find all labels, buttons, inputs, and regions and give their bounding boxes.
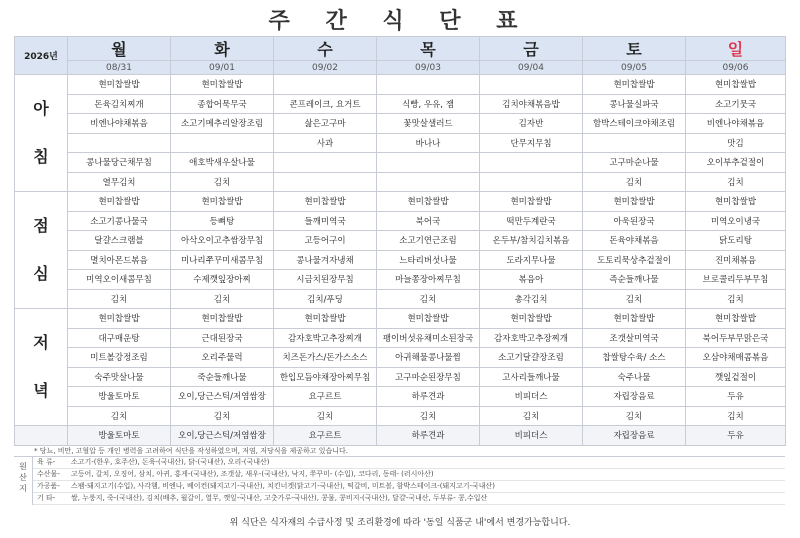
year-label: 2026년	[15, 37, 68, 75]
day-name: 금	[480, 37, 583, 61]
menu-cell: 김치	[377, 406, 480, 426]
day-name: 목	[377, 37, 480, 61]
menu-cell: 현미찹쌀밥	[68, 75, 171, 95]
menu-row	[15, 94, 786, 114]
menu-cell	[480, 172, 583, 192]
menu-cell: 김자반	[480, 114, 583, 134]
menu-cell: 현미찹쌀밥	[686, 192, 786, 212]
menu-cell: 하루견과	[377, 387, 480, 407]
menu-cell: 미트볼강정조림	[68, 348, 171, 368]
menu-cell: 고구마순나물	[583, 153, 686, 173]
menu-cell: 두유	[686, 387, 786, 407]
menu-cell: 방울토마토	[68, 387, 171, 407]
menu-cell: 현미찹쌀밥	[171, 75, 274, 95]
menu-cell: 깻잎겉절이	[686, 367, 786, 387]
menu-cell: 숙주맛살나물	[68, 367, 171, 387]
menu-cell: 요구르트	[274, 387, 377, 407]
menu-cell: 현미찹쌀밥	[377, 192, 480, 212]
menu-row	[15, 172, 786, 192]
menu-cell: 김치	[171, 172, 274, 192]
origin-category: 가공품-	[37, 482, 60, 490]
menu-cell: 멸치아몬드볶음	[68, 250, 171, 270]
menu-cell: 소고기콩나물국	[68, 211, 171, 231]
menu-cell: 소고기연근조림	[377, 231, 480, 251]
menu-cell: 현미찹쌀밥	[583, 192, 686, 212]
menu-row	[15, 114, 786, 134]
menu-cell: 등뼈탕	[171, 211, 274, 231]
day-name: 월	[68, 37, 171, 61]
origin-row	[33, 481, 785, 493]
menu-cell: 총각김치	[480, 289, 583, 309]
menu-row	[15, 348, 786, 368]
menu-cell: 단무지무침	[480, 133, 583, 153]
menu-cell	[583, 133, 686, 153]
menu-cell	[377, 172, 480, 192]
menu-cell: 현미찹쌀밥	[171, 192, 274, 212]
menu-cell: 현미찹쌀밥	[274, 192, 377, 212]
menu-cell: 고구마순된장무침	[377, 367, 480, 387]
menu-cell: 마늘쫑장아찌무침	[377, 270, 480, 290]
day-date: 09/02	[274, 61, 377, 75]
menu-cell: 북어국	[377, 211, 480, 231]
menu-cell: 김치	[686, 406, 786, 426]
menu-cell: 감자호박고추장찌개	[480, 328, 583, 348]
menu-cell	[480, 75, 583, 95]
menu-cell: 꽃맛살샐러드	[377, 114, 480, 134]
origin-category: 육 류-	[37, 458, 56, 466]
menu-cell: 브로콜리두부무침	[686, 270, 786, 290]
weekly-menu-table	[14, 36, 786, 446]
menu-cell: 닭도리탕	[686, 231, 786, 251]
menu-cell: 소고기달걀장조림	[480, 348, 583, 368]
menu-cell: 현미찹쌀밥	[480, 192, 583, 212]
menu-row	[15, 250, 786, 270]
menu-cell: 콘프레이크, 요거트	[274, 94, 377, 114]
menu-cell	[377, 75, 480, 95]
menu-row	[15, 231, 786, 251]
origin-row	[33, 457, 785, 469]
menu-row	[15, 387, 786, 407]
menu-cell: 맛김	[686, 133, 786, 153]
day-name: 화	[171, 37, 274, 61]
menu-cell: 오이부추겉절이	[686, 153, 786, 173]
page-title: 주 간 식 단 표	[268, 9, 532, 34]
origin-detail: 소고기-(한우, 호주산), 돈육-(국내산), 닭-(국내산), 오리-(국내산)	[71, 458, 270, 466]
day-date: 09/06	[686, 61, 786, 75]
menu-cell: 현미찹쌀밥	[377, 309, 480, 329]
menu-cell: 식빵, 우유, 잼	[377, 94, 480, 114]
extra-cell: 요구르트	[274, 426, 377, 446]
menu-cell: 대구매운탕	[68, 328, 171, 348]
menu-cell: 찹쌀탕수육/ 소스	[583, 348, 686, 368]
menu-cell: 김치	[68, 406, 171, 426]
day-date: 08/31	[68, 61, 171, 75]
menu-cell: 미역오이냉국	[686, 211, 786, 231]
footer	[14, 446, 785, 505]
menu-cell: 온두부/참치김치볶음	[480, 231, 583, 251]
menu-cell: 현미찹쌀밥	[480, 309, 583, 329]
menu-row	[15, 328, 786, 348]
menu-cell: 비엔나야채볶음	[686, 114, 786, 134]
menu-cell: 고등어구이	[274, 231, 377, 251]
menu-cell: 김치	[583, 406, 686, 426]
extra-row	[15, 426, 786, 446]
origin-row	[33, 493, 785, 505]
menu-cell: 김치/푸딩	[274, 289, 377, 309]
menu-cell: 조갯살미역국	[583, 328, 686, 348]
menu-cell: 삶은고구마	[274, 114, 377, 134]
extra-cell: 자립장음료	[583, 426, 686, 446]
diet-note: * 당뇨, 비만, 고혈압 등 개인 병력을 고려하여 식단을 작성하였으며, 저염, 저당식을 제공하고 있습니다.	[34, 447, 349, 455]
menu-cell: 소고기뭇국	[686, 94, 786, 114]
extra-cell: 비피더스	[480, 426, 583, 446]
menu-cell: 현미찹쌀밥	[583, 309, 686, 329]
menu-row	[15, 289, 786, 309]
menu-cell: 아욱된장국	[583, 211, 686, 231]
menu-cell: 현미찹쌀밥	[68, 192, 171, 212]
menu-cell: 콩나물겨자냉채	[274, 250, 377, 270]
menu-cell: 현미찹쌀밥	[68, 309, 171, 329]
menu-cell: 오이,당근스틱/저염쌈장	[171, 387, 274, 407]
menu-cell: 한입모듬야채장아찌무침	[274, 367, 377, 387]
menu-cell: 도라지무나물	[480, 250, 583, 270]
menu-cell: 떡만두계란국	[480, 211, 583, 231]
menu-cell: 애호박새우살나물	[171, 153, 274, 173]
day-date: 09/04	[480, 61, 583, 75]
menu-cell: 김치야채볶음밥	[480, 94, 583, 114]
meal-label: 저 녁	[15, 309, 68, 426]
menu-cell: 김치	[686, 289, 786, 309]
menu-row	[15, 75, 786, 95]
menu-cell: 김치	[171, 406, 274, 426]
menu-cell	[480, 153, 583, 173]
meal-label: 점 심	[15, 192, 68, 309]
menu-cell: 감자호박고추장찌개	[274, 328, 377, 348]
extra-cell: 오이,당근스틱/저염쌈장	[171, 426, 274, 446]
menu-cell	[171, 133, 274, 153]
menu-cell: 수제깻잎장아찌	[171, 270, 274, 290]
menu-cell	[274, 75, 377, 95]
menu-row	[15, 367, 786, 387]
menu-cell: 즉순들깨나물	[583, 270, 686, 290]
extra-cell: 두유	[686, 426, 786, 446]
menu-cell: 종합어묵무국	[171, 94, 274, 114]
origin-category: 수산물-	[37, 470, 60, 478]
menu-cell: 콩나물당근채무침	[68, 153, 171, 173]
menu-cell: 볶음아	[480, 270, 583, 290]
day-date: 09/01	[171, 61, 274, 75]
menu-cell: 사과	[274, 133, 377, 153]
origin-detail: 고등어, 갈치, 오징어, 삼치, 아귀, 홍게-(국내산), 조갯살, 새우-(국내산), 낙지, 쭈꾸미- (수입), 코다리, 동태- (러시아산)	[71, 470, 434, 478]
menu-cell: 김치	[480, 406, 583, 426]
menu-cell: 김치	[377, 289, 480, 309]
menu-row	[15, 133, 786, 153]
extra-cell: 방울토마토	[68, 426, 171, 446]
menu-cell: 돈육야채볶음	[583, 231, 686, 251]
menu-cell: 도토리묵상추겉절이	[583, 250, 686, 270]
menu-cell: 진미채볶음	[686, 250, 786, 270]
menu-cell: 비엔나야채볶음	[68, 114, 171, 134]
day-name: 토	[583, 37, 686, 61]
menu-cell: 열무김치	[68, 172, 171, 192]
menu-cell	[274, 153, 377, 173]
menu-cell: 아삭오이고추쌈장무침	[171, 231, 274, 251]
origin-detail: 쌀, 누룽지, 죽-(국내산), 김치(배추, 월갈이, 열무, 깻잎-국내산, 고춧가루-국내산), 콩물, 콩비지-(국내산), 달걀-국내산, 두부류- 콩,수입산	[71, 494, 488, 502]
menu-cell: 현미찹쌀밥	[686, 75, 786, 95]
menu-cell: 숙주나물	[583, 367, 686, 387]
meal-label: 아 침	[15, 75, 68, 192]
menu-cell: 치즈돈가스/돈가스소스	[274, 348, 377, 368]
menu-cell: 미나리쭈꾸미새콤무침	[171, 250, 274, 270]
origin-detail: 스팸-돼지고기(수입), 사각햄, 비엔나, 베이컨(돼지고기-국내산), 치킨너겟(닭고기-국내산), 떡갈비, 미트볼, 함박스테이크-(돼지고기-국내산)	[71, 482, 496, 490]
origin-category: 기 타-	[37, 494, 56, 502]
menu-cell: 바나나	[377, 133, 480, 153]
origin-row	[33, 469, 785, 481]
menu-cell: 현미찹쌀밥	[171, 309, 274, 329]
menu-cell: 고사리들깨나물	[480, 367, 583, 387]
origin-table	[14, 456, 785, 505]
menu-cell: 콩나물실파국	[583, 94, 686, 114]
menu-cell: 오리주물럭	[171, 348, 274, 368]
extra-cell: 하루견과	[377, 426, 480, 446]
menu-row	[15, 270, 786, 290]
menu-cell: 시금치된장무침	[274, 270, 377, 290]
origin-label: 원 산 지	[14, 457, 33, 505]
menu-cell: 함박스테이크야채조림	[583, 114, 686, 134]
day-date: 09/05	[583, 61, 686, 75]
menu-row	[15, 192, 786, 212]
menu-cell: 비피더스	[480, 387, 583, 407]
menu-cell: 현미찹쌀밥	[583, 75, 686, 95]
menu-cell: 아귀해물콩나물찜	[377, 348, 480, 368]
menu-cell	[274, 172, 377, 192]
day-name: 수	[274, 37, 377, 61]
menu-cell: 들깨미역국	[274, 211, 377, 231]
menu-cell: 김치	[686, 172, 786, 192]
change-notice: 위 식단은 식자재의 수급사정 및 조리환경에 따라 '동일 식품군 내'에서 변경가능합니다.	[229, 518, 571, 528]
day-name: 일	[686, 37, 786, 61]
menu-cell: 김치	[171, 289, 274, 309]
menu-cell: 팽이버섯유채미소된장국	[377, 328, 480, 348]
menu-cell: 현미찹쌀밥	[274, 309, 377, 329]
menu-cell: 김치	[68, 289, 171, 309]
menu-cell: 현미찹쌀밥	[686, 309, 786, 329]
extra-row-label	[15, 426, 68, 446]
menu-cell: 자립장음료	[583, 387, 686, 407]
menu-cell: 근대된장국	[171, 328, 274, 348]
menu-cell	[68, 133, 171, 153]
menu-row	[15, 211, 786, 231]
menu-cell: 오삼야채매콤볶음	[686, 348, 786, 368]
menu-cell: 미역오이새콤무침	[68, 270, 171, 290]
menu-row	[15, 153, 786, 173]
menu-cell: 느타리버섯나물	[377, 250, 480, 270]
menu-row	[15, 406, 786, 426]
menu-cell: 소고기메추리알장조림	[171, 114, 274, 134]
menu-cell: 김치	[583, 289, 686, 309]
menu-row	[15, 309, 786, 329]
menu-cell: 달걀스크램블	[68, 231, 171, 251]
menu-cell: 김치	[583, 172, 686, 192]
menu-cell	[377, 153, 480, 173]
day-date: 09/03	[377, 61, 480, 75]
menu-cell: 김치	[274, 406, 377, 426]
menu-cell: 죽순들깨나물	[171, 367, 274, 387]
menu-cell: 돈육김치찌개	[68, 94, 171, 114]
menu-cell: 북어두부무맑은국	[686, 328, 786, 348]
